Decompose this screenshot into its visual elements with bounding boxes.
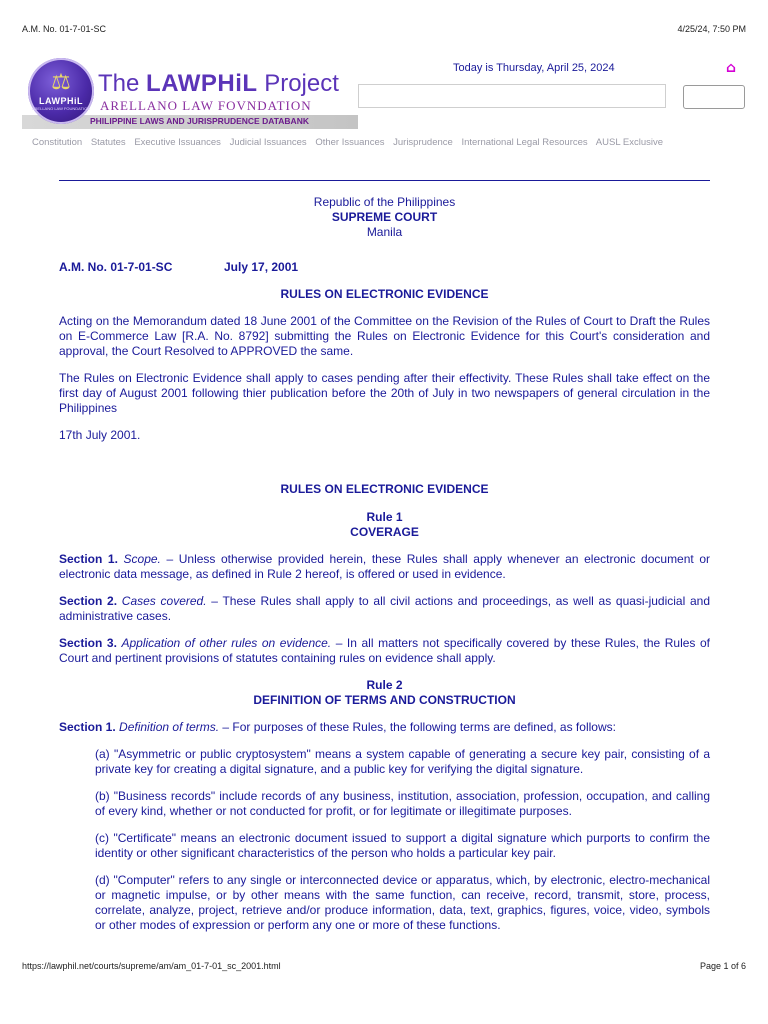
rule-1-section-3: Section 3. Application of other rules on evidence. – In all matters not specifically covered by these Rules, the Rules of Court and pertinent provisions of statutes containing rules on evidence shall apply. <box>59 636 710 665</box>
scales-of-justice-icon: ⚖ LAWPHiL ARELLANO LAW FOUNDATION <box>28 58 94 124</box>
rule-1-name: COVERAGE <box>350 525 419 539</box>
site-subtitle: ARELLANO LAW FOVNDATION <box>100 98 312 113</box>
definition-c: (c) "Certificate" means an electronic document issued to support a digital signature which purports to confirm the identity or other significant characteristics of the person who holds a particular key pair. <box>95 831 710 860</box>
rule-2-heading: Rule 2 <box>366 678 403 692</box>
today-date: Today is Thursday, April 25, 2024 <box>453 62 615 74</box>
dated-line: 17th July 2001. <box>59 428 141 442</box>
print-header-title: A.M. No. 01-7-01-SC <box>22 24 107 34</box>
search-button[interactable] <box>683 85 745 109</box>
print-footer <box>22 961 746 971</box>
rule-1-heading: Rule 1 <box>366 510 403 524</box>
nav-judicial-issuances[interactable]: Judicial Issuances <box>229 137 307 148</box>
case-header <box>59 260 710 275</box>
print-header <box>22 24 746 34</box>
rule-2-name: DEFINITION OF TERMS AND CONSTRUCTION <box>253 693 516 707</box>
site-brand: LAWPHiL <box>146 70 258 97</box>
home-icon[interactable]: ⌂ <box>726 60 737 76</box>
nav-executive-issuances[interactable]: Executive Issuances <box>134 137 221 148</box>
rule-1-section-2: Section 2. Cases covered. – These Rules shall apply to all civil actions and proceedings, as well as quasi-judicial and administrative cases. <box>59 594 711 623</box>
site-title: The LAWPHiL Project <box>98 70 339 97</box>
main-nav <box>32 137 669 148</box>
seal-arc-text: ARELLANO LAW FOUNDATION <box>31 105 91 111</box>
case-number: A.M. No. 01-7-01-SC <box>59 260 173 274</box>
rule-1-section-1: Section 1. Scope. – Unless otherwise provided herein, these Rules shall apply whenever an electronic document or electronic data message, as defined in Rule 2 hereof, is offered or used in evidence. <box>59 552 710 581</box>
print-footer-url: https://lawphil.net/courts/supreme/am/am_01-7-01_sc_2001.html <box>22 961 281 971</box>
nav-statutes[interactable]: Statutes <box>90 137 126 148</box>
document-title: RULES ON ELECTRONIC EVIDENCE <box>280 287 489 301</box>
nav-other-issuances[interactable]: Other Issuances <box>315 137 385 148</box>
lawphil-logo[interactable] <box>22 58 358 130</box>
definition-d: (d) "Computer" refers to any single or interconnected device or apparatus, which, by electronic, electro-mechanical or magnetic impulse, or by other means with the same function, can receive, record, transmit, store, process, correlate, analyze, project, retrieve and/or produce information, data, text, graphics, figures, voice, video, symbols or other modes of expression or perform any one or more of these functions. <box>95 873 710 932</box>
seal-label: LAWPHiL <box>39 95 83 106</box>
rules-title: RULES ON ELECTRONIC EVIDENCE <box>280 482 489 496</box>
case-date: July 17, 2001 <box>224 260 299 274</box>
nav-international-legal-resources[interactable]: International Legal Resources <box>461 137 588 148</box>
print-header-timestamp: 4/25/24, 7:50 PM <box>677 24 746 34</box>
court-name: SUPREME COURT <box>331 210 438 224</box>
rule-2-section-1: Section 1. Definition of terms. – For purposes of these Rules, the following terms are defined, as follows: <box>59 720 616 734</box>
header-divider <box>59 180 710 181</box>
print-footer-page: Page 1 of 6 <box>699 961 746 971</box>
court-city: Manila <box>366 225 403 239</box>
resolution-paragraph: Acting on the Memorandum dated 18 June 2001 of the Committee on the Revision of the Rules of Court to Draft the Rules on E-Commerce Law [R.A. No. 8792] submitting the Rules on Electronic Evidence for this Court's consideration and approval, the Court Resolved to APPROVED the same. <box>59 314 710 358</box>
nav-jurisprudence[interactable]: Jurisprudence <box>393 137 453 148</box>
databank-label: PHILIPPINE LAWS AND JURISPRUDENCE DATABANK <box>90 116 309 126</box>
definition-a: (a) "Asymmetric or public cryptosystem" means a system capable of generating a secure key pair, consisting of a private key for creating a digital signature, and a public key for verifying the digital signature. <box>95 747 710 776</box>
nav-constitution[interactable]: Constitution <box>32 137 83 148</box>
effectivity-paragraph: The Rules on Electronic Evidence shall apply to cases pending after their effectivity. These Rules shall take effect on the first day of August 2001 following thier publication before the 20th of July in two newspapers of general circulation in the Philippines <box>59 371 710 415</box>
search-input[interactable] <box>358 84 666 108</box>
document-body <box>59 195 710 933</box>
republic-line: Republic of the Philippines <box>313 195 456 209</box>
nav-ausl-exclusive[interactable]: AUSL Exclusive <box>595 137 664 148</box>
definition-b: (b) "Business records" include records of any business, institution, association, profession, occupation, and calling of every kind, whether or not conducted for profit, or for legitimate or illegitimate purposes. <box>95 789 710 818</box>
